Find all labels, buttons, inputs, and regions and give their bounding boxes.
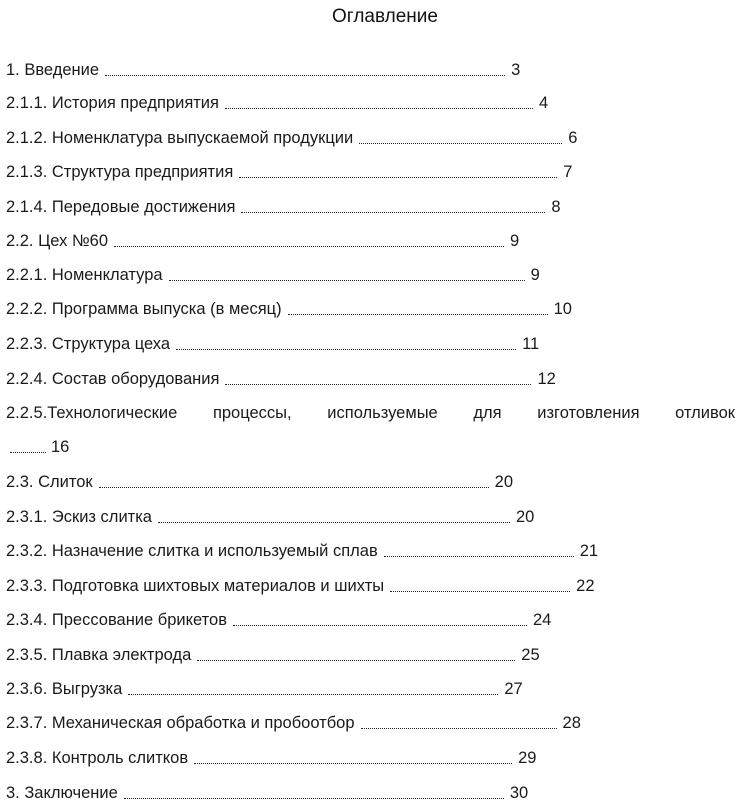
toc-entry-text: 2.1.4. Передовые достижения <box>6 198 236 216</box>
toc-leader <box>241 198 545 213</box>
toc-leader <box>197 646 515 661</box>
toc-entry <box>6 575 595 597</box>
toc-entry-text: 2.2.1. Номенклатура <box>6 266 163 284</box>
toc-entry <box>6 264 540 286</box>
toc-entry <box>6 92 548 114</box>
toc-leader <box>239 163 557 178</box>
toc-entry <box>6 59 520 81</box>
toc-leader <box>114 232 504 247</box>
toc-leader <box>288 300 548 315</box>
toc-entry-page: 8 <box>551 198 561 216</box>
toc-entry-continuation <box>10 436 69 458</box>
toc-entry <box>6 161 572 183</box>
toc-entry-text: 2.3.2. Назначение слитка и используемый сплав <box>6 542 378 560</box>
toc-entry <box>6 298 572 320</box>
toc-entry-text: 2.1.3. Структура предприятия <box>6 163 234 181</box>
toc-entry-text: 2.2.2. Программа выпуска (в месяц) <box>6 300 282 318</box>
toc-leader <box>225 370 531 385</box>
toc-entry-page: 12 <box>537 370 556 388</box>
toc-entry-text: 2.2.5.Технологические процессы, используемые для изготовления отливок <box>6 404 735 422</box>
toc-entry <box>6 506 534 528</box>
toc-leader <box>359 129 562 144</box>
toc-leader <box>194 749 512 764</box>
toc-entry-text: 2.3.4. Прессование брикетов <box>6 611 227 629</box>
toc-title: Оглавление <box>332 6 438 27</box>
toc-entry-text: 1. Введение <box>6 61 100 79</box>
toc-entry <box>6 368 556 390</box>
toc-entry-page: 20 <box>515 508 535 526</box>
toc-entry-page: 10 <box>553 300 572 318</box>
toc-entry <box>6 678 523 700</box>
toc-entry-text: 2.3. Слиток <box>6 473 93 491</box>
toc-entry-page: 22 <box>576 577 595 595</box>
toc-entry-page: 11 <box>522 335 540 353</box>
toc-entry-page: 3 <box>511 61 521 79</box>
toc-entry-page: 7 <box>563 163 573 181</box>
toc-leader <box>176 335 516 350</box>
toc-entry-text: 2.3.5. Плавка электрода <box>6 646 192 664</box>
toc-entry-page: 25 <box>521 646 540 664</box>
toc-entry-text: 2.3.3. Подготовка шихтовых материалов и шихты <box>6 577 385 595</box>
toc-entry-text: 2.2.4. Состав оборудования <box>6 370 220 388</box>
toc-entry <box>6 127 577 149</box>
toc-leader <box>124 784 504 799</box>
toc-leader <box>169 266 525 281</box>
toc-entry-text: 3. Заключение <box>6 784 118 802</box>
toc-entry <box>6 471 513 493</box>
toc-leader <box>361 714 557 729</box>
toc-entry-page: 4 <box>538 94 549 112</box>
toc-entry-text: 2.3.1. Эскиз слитка <box>6 508 152 526</box>
toc-entry-page: 28 <box>562 714 581 732</box>
toc-entry-text: 2.1.2. Номенклатура выпускаемой продукции <box>6 129 354 147</box>
toc-entry-page: 27 <box>504 680 523 698</box>
toc-entry-text: 2.2.3. Структура цеха <box>6 335 171 353</box>
toc-entry-text: 2.1.1. История предприятия <box>6 94 219 112</box>
toc-entry-page: 9 <box>530 266 540 284</box>
toc-entry <box>6 333 539 355</box>
toc-leader <box>99 473 489 488</box>
toc-entry <box>6 747 536 769</box>
toc-entry-page: 30 <box>509 784 529 802</box>
toc-leader <box>10 438 46 453</box>
toc-entry <box>6 609 551 631</box>
toc-entry-page: 29 <box>518 749 537 767</box>
toc-entry-page: 9 <box>510 232 520 250</box>
toc-entry-text: 2.2. Цех №60 <box>6 232 109 250</box>
toc-entry-page: 20 <box>494 473 513 491</box>
toc-leader <box>128 680 498 695</box>
toc-entry <box>6 782 528 804</box>
toc-entry-text: 2.3.6. Выгрузка <box>6 680 123 698</box>
toc-entry-page: 16 <box>51 438 70 456</box>
toc-entry <box>6 196 561 218</box>
toc-entry <box>6 230 519 252</box>
toc-entry-page: 21 <box>579 542 599 560</box>
toc-entry-text: 2.3.7. Механическая обработка и пробоотбор <box>6 714 355 732</box>
toc-entry-page: 6 <box>568 129 578 147</box>
toc-entry <box>6 540 598 562</box>
toc-entry <box>6 644 540 666</box>
toc-leader <box>225 94 533 109</box>
toc-leader <box>384 542 574 557</box>
toc-entry-page: 24 <box>532 611 552 629</box>
toc-leader <box>233 611 527 626</box>
toc-leader <box>105 61 505 76</box>
toc-leader <box>158 508 510 523</box>
toc-leader <box>390 577 570 592</box>
toc-entry <box>6 712 581 734</box>
toc-entry-text: 2.3.8. Контроль слитков <box>6 749 189 767</box>
